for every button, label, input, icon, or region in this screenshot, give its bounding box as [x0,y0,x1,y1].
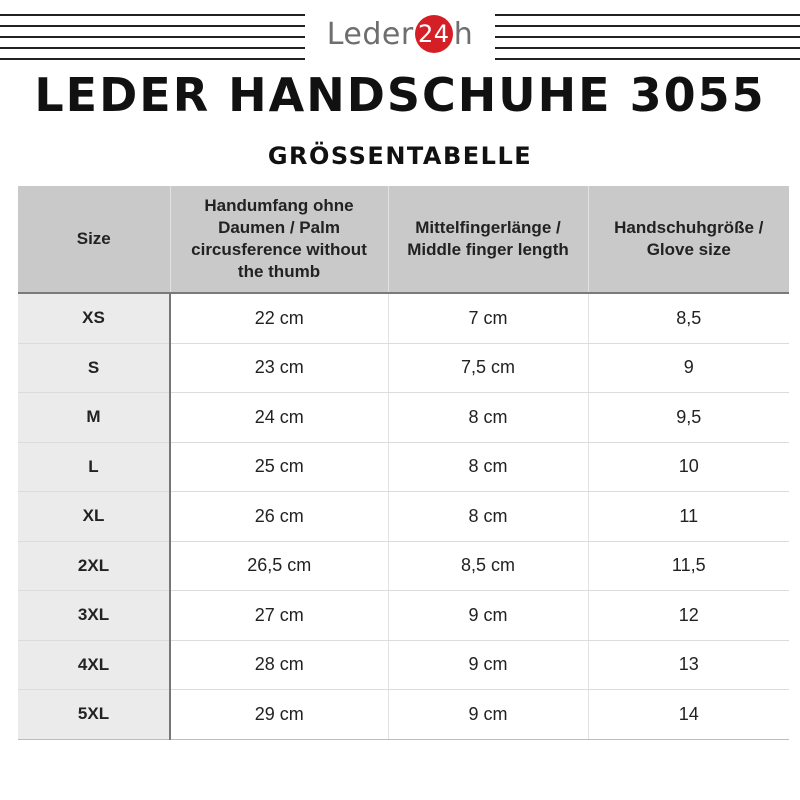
middle-finger-length-cell: 9 cm [388,591,588,641]
glove-size-cell: 12 [588,591,789,641]
logo-prefix: Leder [326,16,414,52]
table-row [18,541,789,591]
size-cell: 2XL [18,541,170,591]
palm-circumference-cell: 24 cm [170,393,388,443]
decorative-stripes-left [0,14,305,60]
palm-circumference-cell: 25 cm [170,442,388,492]
middle-finger-length-cell: 7 cm [388,293,588,343]
middle-finger-length-cell: 8 cm [388,393,588,443]
table-row [18,343,789,393]
palm-circumference-cell: 26,5 cm [170,541,388,591]
palm-circumference-cell: 26 cm [170,492,388,542]
table-row [18,293,789,343]
middle-finger-length-cell: 8 cm [388,492,588,542]
glove-size-cell: 9 [588,343,789,393]
middle-finger-length-cell: 9 cm [388,690,588,740]
glove-size-cell: 14 [588,690,789,740]
size-cell: XL [18,492,170,542]
middle-finger-length-cell: 8 cm [388,442,588,492]
table-row [18,640,789,690]
glove-size-cell: 13 [588,640,789,690]
size-cell: XS [18,293,170,343]
size-cell: L [18,442,170,492]
size-cell: 5XL [18,690,170,740]
glove-size-cell: 10 [588,442,789,492]
header-glove-size: Handschuhgröße / Glove size [588,186,789,293]
size-cell: 4XL [18,640,170,690]
table-header-row [18,186,789,293]
palm-circumference-cell: 23 cm [170,343,388,393]
header-middle-finger-length: Mittelfingerlänge / Middle finger length [388,186,588,293]
logo-badge: 24 [415,15,453,53]
size-cell: M [18,393,170,443]
middle-finger-length-cell: 9 cm [388,640,588,690]
size-cell: S [18,343,170,393]
decorative-stripes-right [495,14,800,60]
middle-finger-length-cell: 7,5 cm [388,343,588,393]
glove-size-cell: 9,5 [588,393,789,443]
table-row [18,690,789,740]
glove-size-cell: 8,5 [588,293,789,343]
table-row [18,591,789,641]
palm-circumference-cell: 22 cm [170,293,388,343]
palm-circumference-cell: 27 cm [170,591,388,641]
page-title: LEDER HANDSCHUHE 3055 [34,68,766,122]
header-size: Size [18,186,170,293]
size-table [18,186,789,740]
logo-suffix: h [453,16,474,52]
palm-circumference-cell: 28 cm [170,640,388,690]
table-row [18,393,789,443]
glove-size-cell: 11,5 [588,541,789,591]
table-row [18,442,789,492]
header-palm-circumference: Handumfang ohne Daumen / Palm circusference without the thumb [170,186,388,293]
middle-finger-length-cell: 8,5 cm [388,541,588,591]
header [0,8,800,64]
size-cell: 3XL [18,591,170,641]
brand-logo [310,8,490,60]
table-row [18,492,789,542]
page-subtitle: GRÖSSENTABELLE [267,142,533,170]
palm-circumference-cell: 29 cm [170,690,388,740]
glove-size-cell: 11 [588,492,789,542]
